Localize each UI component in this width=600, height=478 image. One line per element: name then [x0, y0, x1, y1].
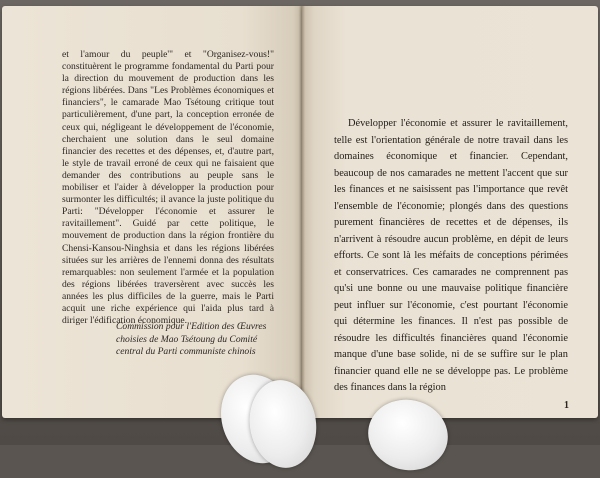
right-page-text: [334, 116, 568, 397]
left-page-text: [62, 49, 274, 327]
page-number: 1: [564, 400, 569, 411]
right-paragraph: Développer l'économie et assurer le ravitaillement, telle est l'orientation générale de notre travail dans les domaines économique et financier. Cependant, beaucoup de nos camarades ne mettent l'accent que sur les finances et ne saisissent pas l'importance que revêt l'ensemble de l'économie; plongés dans des questions purement financières de recettes et de dépenses, ils n'arrivent à résoudre aucun problème, en dépit de leurs efforts. Ce sont là les méfaits de conceptions périmées et conservatrices. Ces camarades ne comprennent pas qu'si une bonne ou une mauvaise politique financière peut influer sur l'économie, c'est pourtant l'économie qui détermine les finances. Il n'est pas possible de résoudre les difficultés financières quand l'économie manque d'une base solide, ni de se suffire sur le plan financier quand elle ne se développe pas. Le problème des finances dans la région: [334, 118, 568, 393]
left-paragraph: et l'amour du peuple'" et "Organisez-vous!" constituèrent le programme fondamental du Parti pour la direction du mouvement de production dans les régions libérées. Dans "Les Problèmes économiques et financiers", le camarade Mao Tsétoung critique tout particulièrement, d'une part, la conception erronée de ceux qui, négligeant le développement de l'économie, cherchaient une solution dans le seul domaine financier des recettes et des dépenses, et, d'autre part, le style de travail erroné de ceux qui ne faisaient que demander des contributions au peuple sans le mobiliser et l'aider à développer la production pour surmonter les difficultés; il avance la juste politique du Parti: "Développer l'économie et assurer le ravitaillement". Guidé par cette politique, le mouvement de production dans la région frontière du Chensi-Kansou-Ninghsia et dans les régions libérées situées sur les arrières de l'ennemi donna des résultats remarquables: non seulement l'armée et la population des régions libérées traversèrent avec succès les années les plus difficiles de la guerre, mais le Parti acquit une riche expérience qui l'aida plus tard à diriger l'édification économique.: [62, 49, 274, 327]
editorial-commission-signature: Commission pour l'Edition des Œuvres choisies de Mao Tsétoung du Comité central du Parti communiste chinois: [116, 321, 267, 357]
book-gutter: [299, 6, 305, 418]
